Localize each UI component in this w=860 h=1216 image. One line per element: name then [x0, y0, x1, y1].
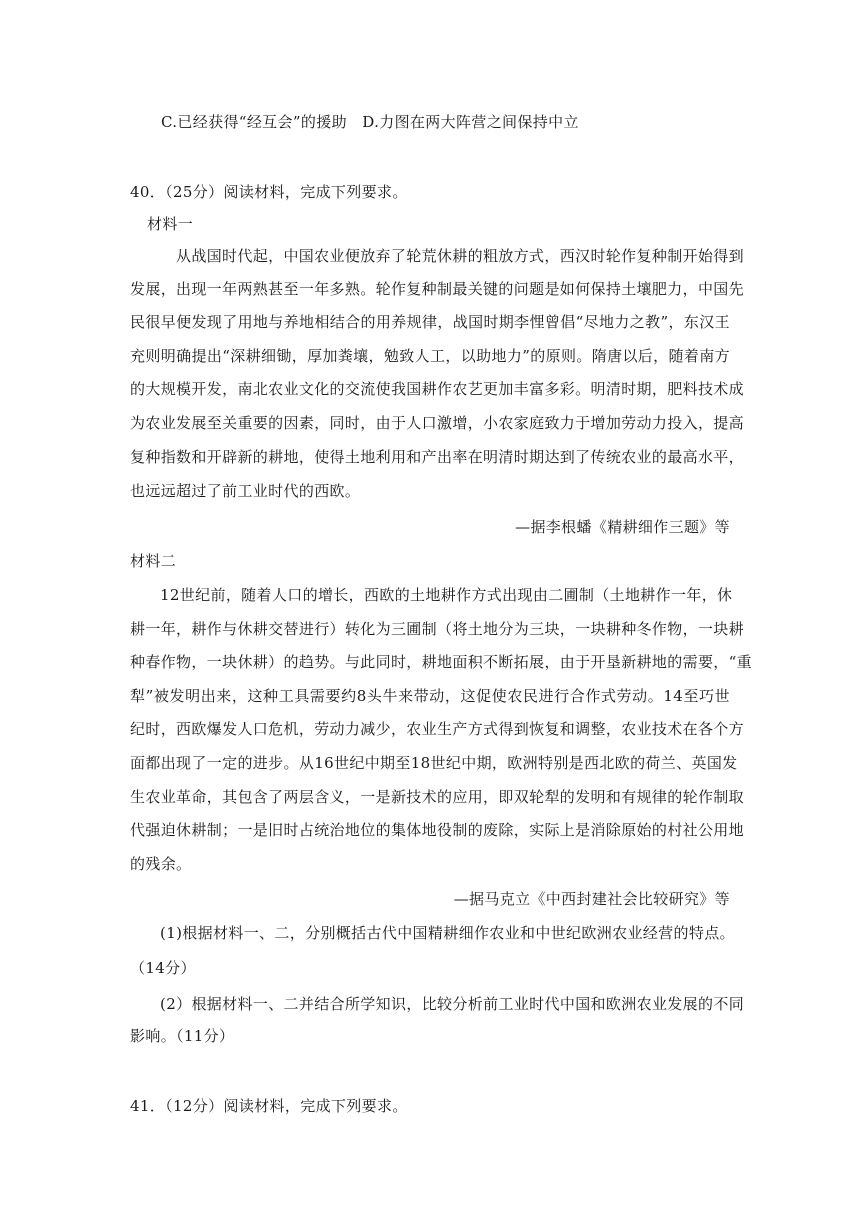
sub-question-2: (2）根据材料一、二并结合所学知识，比较分析前工业时代中国和欧洲农业发展的不同: [160, 995, 745, 1013]
material-2-line: 12世纪前，随着人口的增长，西欧的土地耕作方式出现由二圃制（土地耕作一年，休: [160, 586, 733, 604]
material-2-line: 的残余。: [130, 855, 192, 873]
question-40-header: 40．（25分）阅读材料，完成下列要求。: [130, 183, 408, 201]
sub-question-1: (1)根据材料一、二，分别概括古代中国精耕细作农业和中世纪欧洲农业经营的特点。: [160, 924, 735, 942]
material-1-line: 发展，出现一年两熟甚至一年多熟。轮作复种制最关键的问题是如何保持土壤肥力，中国先: [130, 280, 745, 298]
material-2-line: 生农业革命，其包含了两层含义，一是新技术的应用，即双轮犁的发明和有规律的轮作制取: [130, 788, 745, 806]
material-2-label: 材料二: [130, 552, 177, 570]
material-1-line: 也远远超过了前工业时代的西欧。: [130, 482, 361, 500]
material-2-line: 种春作物，一块休耕）的趋势。与此同时，耕地面积不断拓展，由于开垦新耕地的需要，“重: [130, 653, 753, 671]
question-41-header: 41．（12分）阅读材料，完成下列要求。: [130, 1097, 408, 1115]
material-1-line: 从战国时代起，中国农业便放弃了轮荒休耕的粗放方式，西汉时轮作复种制开始得到: [176, 247, 744, 265]
material-1-line: 民很早便发现了用地与养地相结合的用养规律，战国时期李悝曾倡“尽地力之教”，东汉王: [130, 313, 730, 331]
options-c-d: C.已经获得“经互会”的援助 D.力图在两大阵营之间保持中立: [161, 113, 579, 131]
material-1-line: 充则明确提出“深耕细锄，厚加粪壤，勉致人工，以助地力”的原则。隋唐以后，随着南方: [130, 347, 730, 365]
material-2-line: 代强迫休耕制；一是旧时占统治地位的集体地役制的废除，实际上是消除原始的村社公用地: [130, 821, 745, 839]
material-1-line: 的大规模开发，南北农业文化的交流使我国耕作农艺更加丰富多彩。明清时期，肥料技术成: [130, 380, 745, 398]
material-1-line: 为农业发展至关重要的因素，同时，由于人口激增，小农家庭致力于增加劳动力投入，提高: [130, 414, 745, 432]
sub-question-1-points: （14分）: [130, 959, 196, 977]
material-1-source: —据李根蟠《精耕细作三题》等: [515, 518, 730, 536]
sub-question-2-cont: 影响。（11分）: [130, 1027, 235, 1045]
material-2-line: 犁”被发明出来，这种工具需要约8头牛来带动，这促使农民进行合作式劳动。14至巧世: [130, 687, 730, 705]
material-2-line: 耕一年，耕作与休耕交替进行）转化为三圃制（将土地分为三块，一块耕种冬作物，一块耕: [130, 620, 745, 638]
material-2-source: —据马克立《中西封建社会比较研究》等: [453, 890, 730, 908]
material-1-line: 复种指数和开辟新的耕地，使得土地利用和产出率在明清时期达到了传统农业的最高水平，: [130, 448, 745, 466]
material-2-line: 面都出现了一定的进步。从16世纪中期至18世纪中期，欧洲特别是西北欧的荷兰、英国发: [130, 754, 738, 772]
material-2-line: 纪时，西欧爆发人口危机，劳动力减少，农业生产方式得到恢复和调整，农业技术在各个方: [130, 720, 745, 738]
material-1-label: 材料一: [147, 215, 194, 233]
